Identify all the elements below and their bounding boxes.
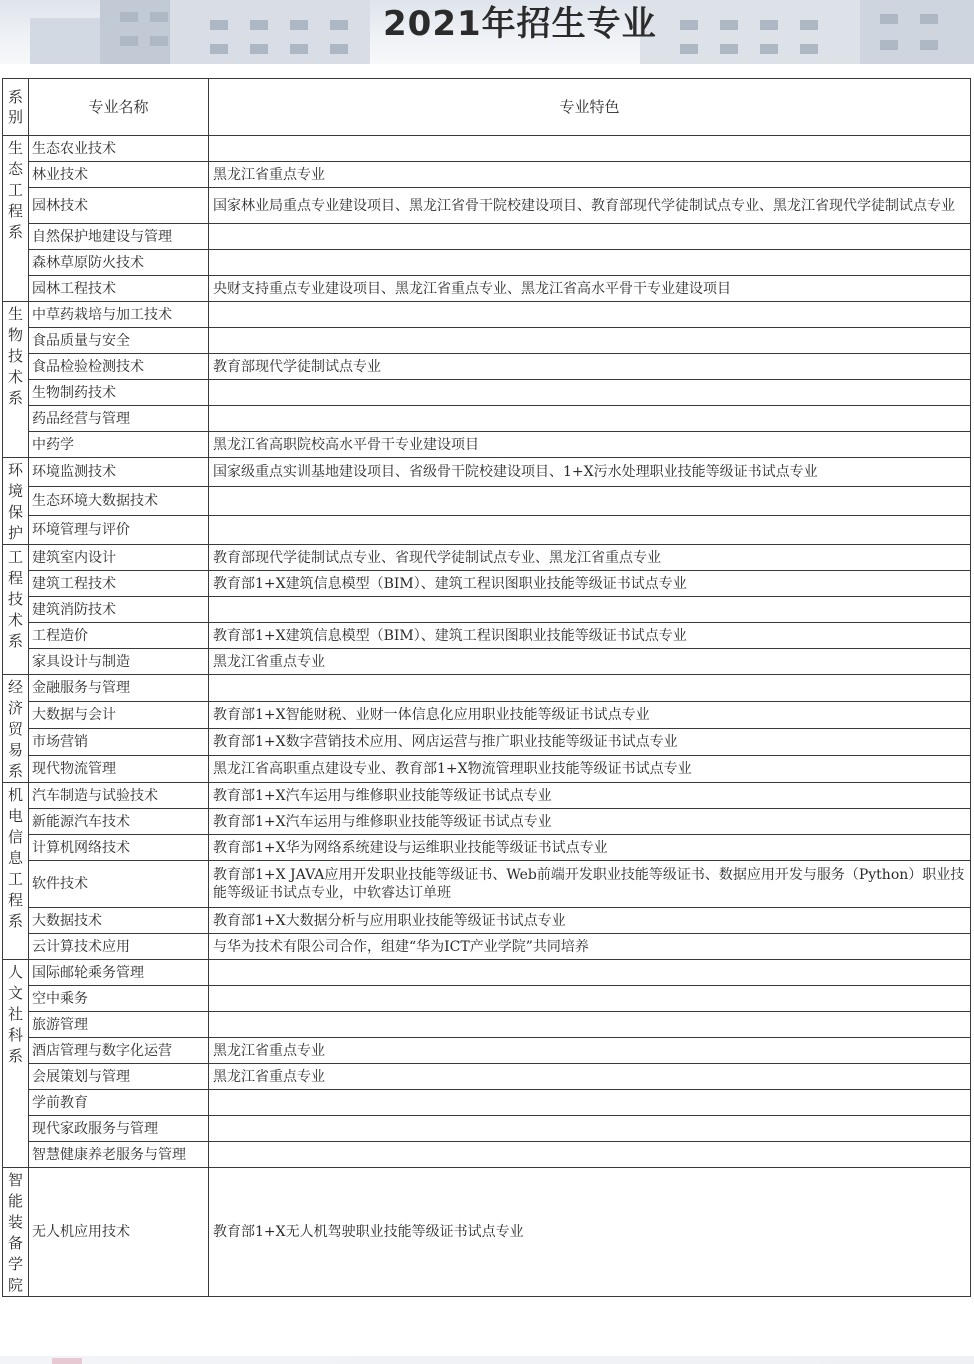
banner-window <box>760 44 778 54</box>
table-row <box>3 380 971 406</box>
major-feature-cell <box>209 406 971 432</box>
banner-window <box>920 14 938 24</box>
table-row <box>3 1142 971 1168</box>
major-name-cell: 大数据与会计 <box>29 702 209 729</box>
major-feature-cell: 国家林业局重点专业建设项目、黑龙江省骨干院校建设项目、教育部现代学徒制试点专业、黑龙江省现代学徒制试点专业 <box>209 188 971 224</box>
table-row <box>3 516 971 545</box>
table-row <box>3 597 971 623</box>
department-name: 生态工程系 <box>7 139 23 241</box>
major-feature-cell <box>209 986 971 1012</box>
banner-window <box>330 20 348 30</box>
banner-window <box>880 40 898 50</box>
banner-window <box>680 20 698 30</box>
banner-window <box>290 44 308 54</box>
major-feature-cell <box>209 1090 971 1116</box>
major-name-cell: 汽车制造与试验技术 <box>29 783 209 809</box>
major-name-cell: 药品经营与管理 <box>29 406 209 432</box>
major-feature-cell: 教育部1+X建筑信息模型（BIM）、建筑工程识图职业技能等级证书试点专业 <box>209 623 971 649</box>
banner-window <box>290 20 308 30</box>
footer-decoration <box>52 1358 82 1364</box>
banner-building-graphic <box>860 0 974 64</box>
table-row <box>3 328 971 354</box>
major-name-cell: 生态农业技术 <box>29 136 209 162</box>
major-feature-cell <box>209 328 971 354</box>
footer-strip <box>0 1356 974 1364</box>
majors-table <box>2 78 971 1297</box>
table-row <box>3 354 971 380</box>
banner-window <box>880 14 898 24</box>
features-column-header: 专业特色 <box>209 79 971 136</box>
major-feature-cell: 教育部现代学徒制试点专业 <box>209 354 971 380</box>
table-row <box>3 302 971 328</box>
header-banner <box>0 0 974 64</box>
major-name-cell: 食品质量与安全 <box>29 328 209 354</box>
major-name-cell: 园林工程技术 <box>29 276 209 302</box>
major-feature-cell <box>209 1116 971 1142</box>
major-name-cell: 家具设计与制造 <box>29 649 209 675</box>
banner-window <box>800 20 818 30</box>
major-name-cell: 自然保护地建设与管理 <box>29 224 209 250</box>
table-row <box>3 934 971 960</box>
major-name-cell: 林业技术 <box>29 162 209 188</box>
major-feature-cell: 教育部1+X JAVA应用开发职业技能等级证书、Web前端开发职业技能等级证书、数据应用开发与服务（Python）职业技能等级证书试点专业，中软睿达订单班 <box>209 861 971 908</box>
department-name: 人文社科系 <box>7 963 23 1065</box>
major-feature-cell: 教育部1+X华为网络系统建设与运维职业技能等级证书试点专业 <box>209 835 971 861</box>
major-name-cell: 环境管理与评价 <box>29 516 209 545</box>
major-name-cell: 现代家政服务与管理 <box>29 1116 209 1142</box>
table-row <box>3 623 971 649</box>
table-row <box>3 571 971 597</box>
major-feature-cell: 与华为技术有限公司合作，组建“华为ICT产业学院”共同培养 <box>209 934 971 960</box>
major-feature-cell <box>209 1012 971 1038</box>
banner-window <box>680 44 698 54</box>
department-name: 机电信息工程系 <box>7 786 23 930</box>
table-row <box>3 136 971 162</box>
major-name-cell: 现代物流管理 <box>29 756 209 783</box>
major-feature-cell: 教育部1+X智能财税、业财一体信息化应用职业技能等级证书试点专业 <box>209 702 971 729</box>
major-feature-cell: 教育部1+X汽车运用与维修职业技能等级证书试点专业 <box>209 783 971 809</box>
major-feature-cell: 教育部1+X建筑信息模型（BIM）、建筑工程识图职业技能等级证书试点专业 <box>209 571 971 597</box>
table-row <box>3 1038 971 1064</box>
major-name-cell: 大数据技术 <box>29 908 209 934</box>
table-row <box>3 487 971 516</box>
major-name-cell: 新能源汽车技术 <box>29 809 209 835</box>
major-name-cell: 会展策划与管理 <box>29 1064 209 1090</box>
table-row <box>3 675 971 702</box>
major-feature-cell <box>209 302 971 328</box>
department-name: 工程技术系 <box>7 548 23 650</box>
major-feature-cell <box>209 516 971 545</box>
major-name-cell: 建筑工程技术 <box>29 571 209 597</box>
major-name-cell: 园林技术 <box>29 188 209 224</box>
major-name-cell: 空中乘务 <box>29 986 209 1012</box>
department-name: 经济贸易系 <box>7 678 23 780</box>
department-name: 智能装备学院 <box>7 1171 23 1294</box>
major-feature-cell <box>209 136 971 162</box>
major-feature-cell: 黑龙江省重点专业 <box>209 1038 971 1064</box>
page-title: 2021年招生专业 <box>383 4 657 44</box>
major-feature-cell: 黑龙江省高职重点建设专业、教育部1+X物流管理职业技能等级证书试点专业 <box>209 756 971 783</box>
banner-window <box>210 44 228 54</box>
table-row <box>3 809 971 835</box>
major-name-cell: 市场营销 <box>29 729 209 756</box>
major-feature-cell: 黑龙江省重点专业 <box>209 649 971 675</box>
banner-window <box>330 44 348 54</box>
major-feature-cell: 黑龙江省重点专业 <box>209 162 971 188</box>
major-feature-cell: 教育部1+X汽车运用与维修职业技能等级证书试点专业 <box>209 809 971 835</box>
table-row <box>3 835 971 861</box>
table-row <box>3 432 971 458</box>
banner-window <box>720 20 738 30</box>
major-name-cell: 学前教育 <box>29 1090 209 1116</box>
table-row <box>3 545 971 571</box>
major-name-cell: 环境监测技术 <box>29 458 209 487</box>
banner-window <box>250 44 268 54</box>
major-name-cell: 无人机应用技术 <box>29 1168 209 1297</box>
major-feature-cell: 教育部1+X大数据分析与应用职业技能等级证书试点专业 <box>209 908 971 934</box>
table-row <box>3 250 971 276</box>
table-row <box>3 861 971 908</box>
banner-window <box>800 44 818 54</box>
table-header-row <box>3 79 971 136</box>
major-feature-cell <box>209 224 971 250</box>
department-cell <box>3 960 29 1168</box>
table-row <box>3 1064 971 1090</box>
table-row <box>3 162 971 188</box>
majors-table-container <box>2 78 970 1297</box>
table-row <box>3 986 971 1012</box>
major-name-cell: 国际邮轮乘务管理 <box>29 960 209 986</box>
department-cell <box>3 1168 29 1297</box>
major-feature-cell <box>209 380 971 406</box>
major-name-cell: 旅游管理 <box>29 1012 209 1038</box>
major-feature-cell: 黑龙江省重点专业 <box>209 1064 971 1090</box>
department-column-header: 系别 <box>3 79 29 136</box>
major-name-cell: 金融服务与管理 <box>29 675 209 702</box>
department-cell <box>3 545 29 675</box>
table-row <box>3 458 971 487</box>
major-name-cell: 中药学 <box>29 432 209 458</box>
table-row <box>3 729 971 756</box>
major-name-cell: 酒店管理与数字化运营 <box>29 1038 209 1064</box>
major-name-cell: 建筑室内设计 <box>29 545 209 571</box>
major-feature-cell: 央财支持重点专业建设项目、黑龙江省重点专业、黑龙江省高水平骨干专业建设项目 <box>209 276 971 302</box>
major-feature-cell <box>209 250 971 276</box>
banner-window <box>120 12 138 22</box>
major-feature-cell: 教育部现代学徒制试点专业、省现代学徒制试点专业、黑龙江省重点专业 <box>209 545 971 571</box>
table-row <box>3 1090 971 1116</box>
majors-table-body <box>3 79 971 1297</box>
major-name-cell: 生态环境大数据技术 <box>29 487 209 516</box>
banner-window <box>720 44 738 54</box>
banner-window <box>150 12 168 22</box>
table-row <box>3 908 971 934</box>
major-name-cell: 智慧健康养老服务与管理 <box>29 1142 209 1168</box>
department-cell <box>3 136 29 302</box>
major-name-cell: 软件技术 <box>29 861 209 908</box>
banner-window <box>150 36 168 46</box>
table-row <box>3 224 971 250</box>
department-name: 环境保护 <box>7 461 23 542</box>
major-feature-cell <box>209 675 971 702</box>
table-row <box>3 1012 971 1038</box>
table-row <box>3 1168 971 1297</box>
banner-window <box>920 40 938 50</box>
major-feature-cell: 黑龙江省高职院校高水平骨干专业建设项目 <box>209 432 971 458</box>
department-cell <box>3 458 29 545</box>
major-feature-cell <box>209 1142 971 1168</box>
banner-window <box>760 20 778 30</box>
major-name-cell: 建筑消防技术 <box>29 597 209 623</box>
table-row <box>3 702 971 729</box>
banner-window <box>210 20 228 30</box>
table-row <box>3 406 971 432</box>
table-row <box>3 188 971 224</box>
table-row <box>3 276 971 302</box>
major-feature-cell <box>209 597 971 623</box>
banner-window <box>120 36 138 46</box>
department-cell <box>3 302 29 458</box>
major-column-header: 专业名称 <box>29 79 209 136</box>
major-feature-cell: 教育部1+X数字营销技术应用、网店运营与推广职业技能等级证书试点专业 <box>209 729 971 756</box>
department-name: 生物技术系 <box>7 305 23 407</box>
major-name-cell: 云计算技术应用 <box>29 934 209 960</box>
banner-window <box>250 20 268 30</box>
major-name-cell: 食品检验检测技术 <box>29 354 209 380</box>
table-row <box>3 649 971 675</box>
department-cell <box>3 783 29 960</box>
table-row <box>3 756 971 783</box>
major-feature-cell <box>209 960 971 986</box>
major-name-cell: 计算机网络技术 <box>29 835 209 861</box>
table-row <box>3 1116 971 1142</box>
department-cell <box>3 675 29 783</box>
table-row <box>3 960 971 986</box>
major-name-cell: 中草药栽培与加工技术 <box>29 302 209 328</box>
major-feature-cell: 教育部1+X无人机驾驶职业技能等级证书试点专业 <box>209 1168 971 1297</box>
major-name-cell: 森林草原防火技术 <box>29 250 209 276</box>
major-name-cell: 生物制药技术 <box>29 380 209 406</box>
major-name-cell: 工程造价 <box>29 623 209 649</box>
table-row <box>3 783 971 809</box>
major-feature-cell <box>209 487 971 516</box>
banner-building-graphic <box>170 0 370 64</box>
major-feature-cell: 国家级重点实训基地建设项目、省级骨干院校建设项目、1+X污水处理职业技能等级证书试点专业 <box>209 458 971 487</box>
